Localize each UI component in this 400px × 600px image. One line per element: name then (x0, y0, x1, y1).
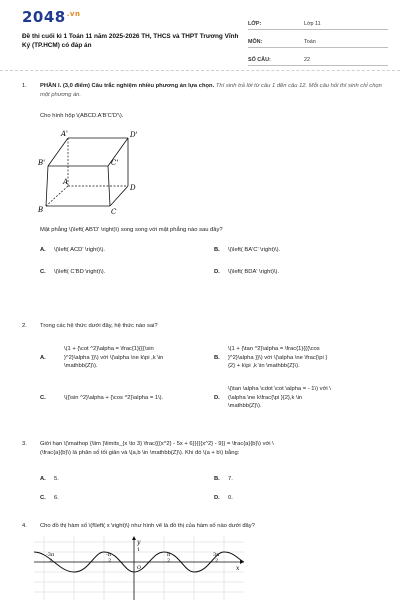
site-logo[interactable] (22, 8, 80, 26)
x-axis-label: x (236, 565, 240, 572)
label-b-prime: B' (38, 159, 46, 167)
q1-option-d[interactable] (214, 268, 384, 277)
option-letter: B. (214, 355, 220, 361)
question-text: Trong các hệ thức dưới đây, hệ thức nào sai? (40, 323, 158, 329)
tick-3pi-den: 2 (215, 558, 219, 564)
q2-option-b[interactable] (214, 345, 390, 373)
question-1-stem (22, 226, 390, 236)
tick-pi-num: π (167, 552, 171, 558)
option-text: \({\sin ^2}\alpha + {\cos ^2}\alpha = 1\). (64, 395, 164, 401)
q2-option-c[interactable] (40, 394, 210, 403)
option-line: }^2}\alpha }}\) với \(\alpha \ne k\pi ,k \in (64, 354, 164, 361)
label-a-prime: A' (61, 130, 68, 138)
meta-label: LỚP: (248, 21, 262, 27)
option-letter: B. (214, 476, 220, 482)
tick-neg-3pi-den: 2 (49, 558, 53, 564)
option-line: \(1 + {\cot ^2}\alpha = \frac{1}{{{\sin (64, 346, 154, 352)
option-text: \(\left( BA'C' \right)\). (228, 247, 281, 253)
option-letter: B. (214, 247, 220, 253)
document-title: Đề thi cuối kì 1 Toán 11 năm 2025-2026 TH, THCS và THPT Trương Vĩnh Ký (TP.HCM) có đáp án (22, 33, 239, 49)
question-number: 2. (22, 323, 27, 329)
option-line: \(1 + {\tan ^2}\alpha = \frac{1}{{{\cos (228, 346, 320, 352)
q2-option-a[interactable] (40, 345, 210, 373)
option-line: \mathbb{Z}\). (228, 403, 262, 409)
meta-label: MÔN: (248, 39, 263, 45)
tick-pi-den: 2 (167, 558, 171, 564)
option-line: \mathbb{Z}\). (64, 363, 98, 369)
intro-text: Cho hình hộp \(ABCD.A'B'C'D'\). (40, 113, 124, 119)
question-1-intro (22, 112, 390, 122)
option-text: \(\left( BDA' \right)\). (228, 269, 280, 275)
option-line: \(\tan \alpha \cdot \cot \alpha = - 1\) với \ (228, 386, 331, 392)
origin-label: O (137, 565, 142, 571)
option-letter: A. (40, 355, 46, 361)
option-letter: C. (40, 395, 46, 401)
label-c-prime: C' (111, 159, 119, 167)
option-letter: D. (214, 395, 220, 401)
question-number: 1. (22, 83, 27, 89)
label-d: D (130, 184, 136, 192)
option-text (228, 385, 388, 411)
option-text (64, 345, 209, 371)
option-letter: C. (40, 495, 46, 501)
question-number: 3. (22, 441, 27, 447)
option-letter: D. (214, 495, 220, 501)
q3-option-c[interactable] (40, 494, 200, 503)
option-letter: C. (40, 269, 46, 275)
tick-neg-pi-num: -π (106, 552, 111, 558)
option-line: }^2}\alpha }}\) với \(\alpha \ne \frac{\pi } (228, 354, 328, 361)
option-text: 7. (228, 476, 233, 482)
option-text: 0. (228, 495, 233, 501)
q1-option-b[interactable] (214, 246, 384, 255)
logo-main: 2048 (22, 8, 66, 26)
q1-option-a[interactable] (40, 246, 200, 255)
parallelepiped-figure (38, 128, 148, 218)
meta-row-class (248, 16, 388, 30)
question-1-heading (22, 82, 390, 102)
section-instruction: Thí sinh trả lời từ câu 1 đến câu 12. Mỗi câu hỏi thí sinh chỉ chọn một phương án. (40, 83, 382, 98)
meta-row-subject (248, 34, 388, 48)
question-4 (22, 522, 390, 532)
meta-value: Lớp 11 (304, 21, 321, 27)
tick-neg-pi-den: 2 (108, 558, 112, 564)
label-d-prime: D' (130, 131, 138, 139)
meta-label: SỐ CÂU: (248, 57, 271, 63)
option-letter: A. (40, 247, 46, 253)
meta-value: 22 (304, 57, 310, 63)
y-axis-label: y (137, 539, 141, 546)
option-letter: D. (214, 269, 220, 275)
question-text (40, 440, 385, 457)
option-text: 6. (54, 495, 59, 501)
question-line: Giới hạn \(\mathop {\lim }\limits_{x \to 3} \frac{{{x^2} - 5x + 6}}{{{x^2} - 9}} = \frac{a}{b}\) với \ (40, 441, 274, 447)
q3-option-a[interactable] (40, 475, 200, 484)
question-line: (\frac{a}{b}\) là phân số tối giản và \(a,b \in \mathbb{Z}\). Khi đó \(a + b\) bằng: (40, 449, 240, 456)
option-text: \(\left( C'BD \right)\). (54, 269, 106, 275)
question-3 (22, 440, 390, 460)
tick-3pi-num: 3π (213, 552, 220, 558)
question-number: 4. (22, 523, 27, 529)
label-b: B (38, 206, 44, 214)
q1-option-c[interactable] (40, 268, 200, 277)
option-text: 5. (54, 476, 59, 482)
logo-suffix: .vn (66, 10, 81, 18)
option-line: {2} + k\pi ,k \in \mathbb{Z}\). (228, 363, 300, 369)
page-header (22, 8, 387, 63)
tick-label-one: 1 (137, 547, 141, 553)
option-line: (\alpha \ne k\frac{\pi }{2},k \in (228, 394, 303, 401)
q3-option-d[interactable] (214, 494, 384, 503)
meta-value: Toán (304, 39, 316, 45)
question-2 (22, 322, 390, 332)
question-text: Cho đồ thị hàm số \(f\left( x \right)\) như hình vẽ là đồ thị của hàm số nào dưới đây? (40, 523, 255, 529)
tick-neg-3pi-num: -3π (46, 552, 55, 558)
function-graph (34, 536, 244, 600)
question-text: Mặt phẳng \(\left( AB'D' \right)\) song song với mặt phẳng nào sau đây? (40, 227, 223, 233)
label-c: C (111, 208, 117, 216)
q2-option-d[interactable] (214, 385, 390, 413)
option-letter: A. (40, 476, 46, 482)
header-divider (0, 70, 400, 71)
meta-row-count (248, 52, 388, 66)
option-text: \(\left( ACD' \right)\). (54, 247, 106, 253)
meta-info (248, 16, 388, 70)
label-a: A (63, 178, 69, 186)
q3-option-b[interactable] (214, 475, 384, 484)
option-text (228, 345, 388, 371)
section-heading: PHẦN I. (3,0 điểm) Câu trắc nghiệm nhiều phương án lựa chọn. (40, 83, 215, 89)
question-text (40, 82, 385, 99)
